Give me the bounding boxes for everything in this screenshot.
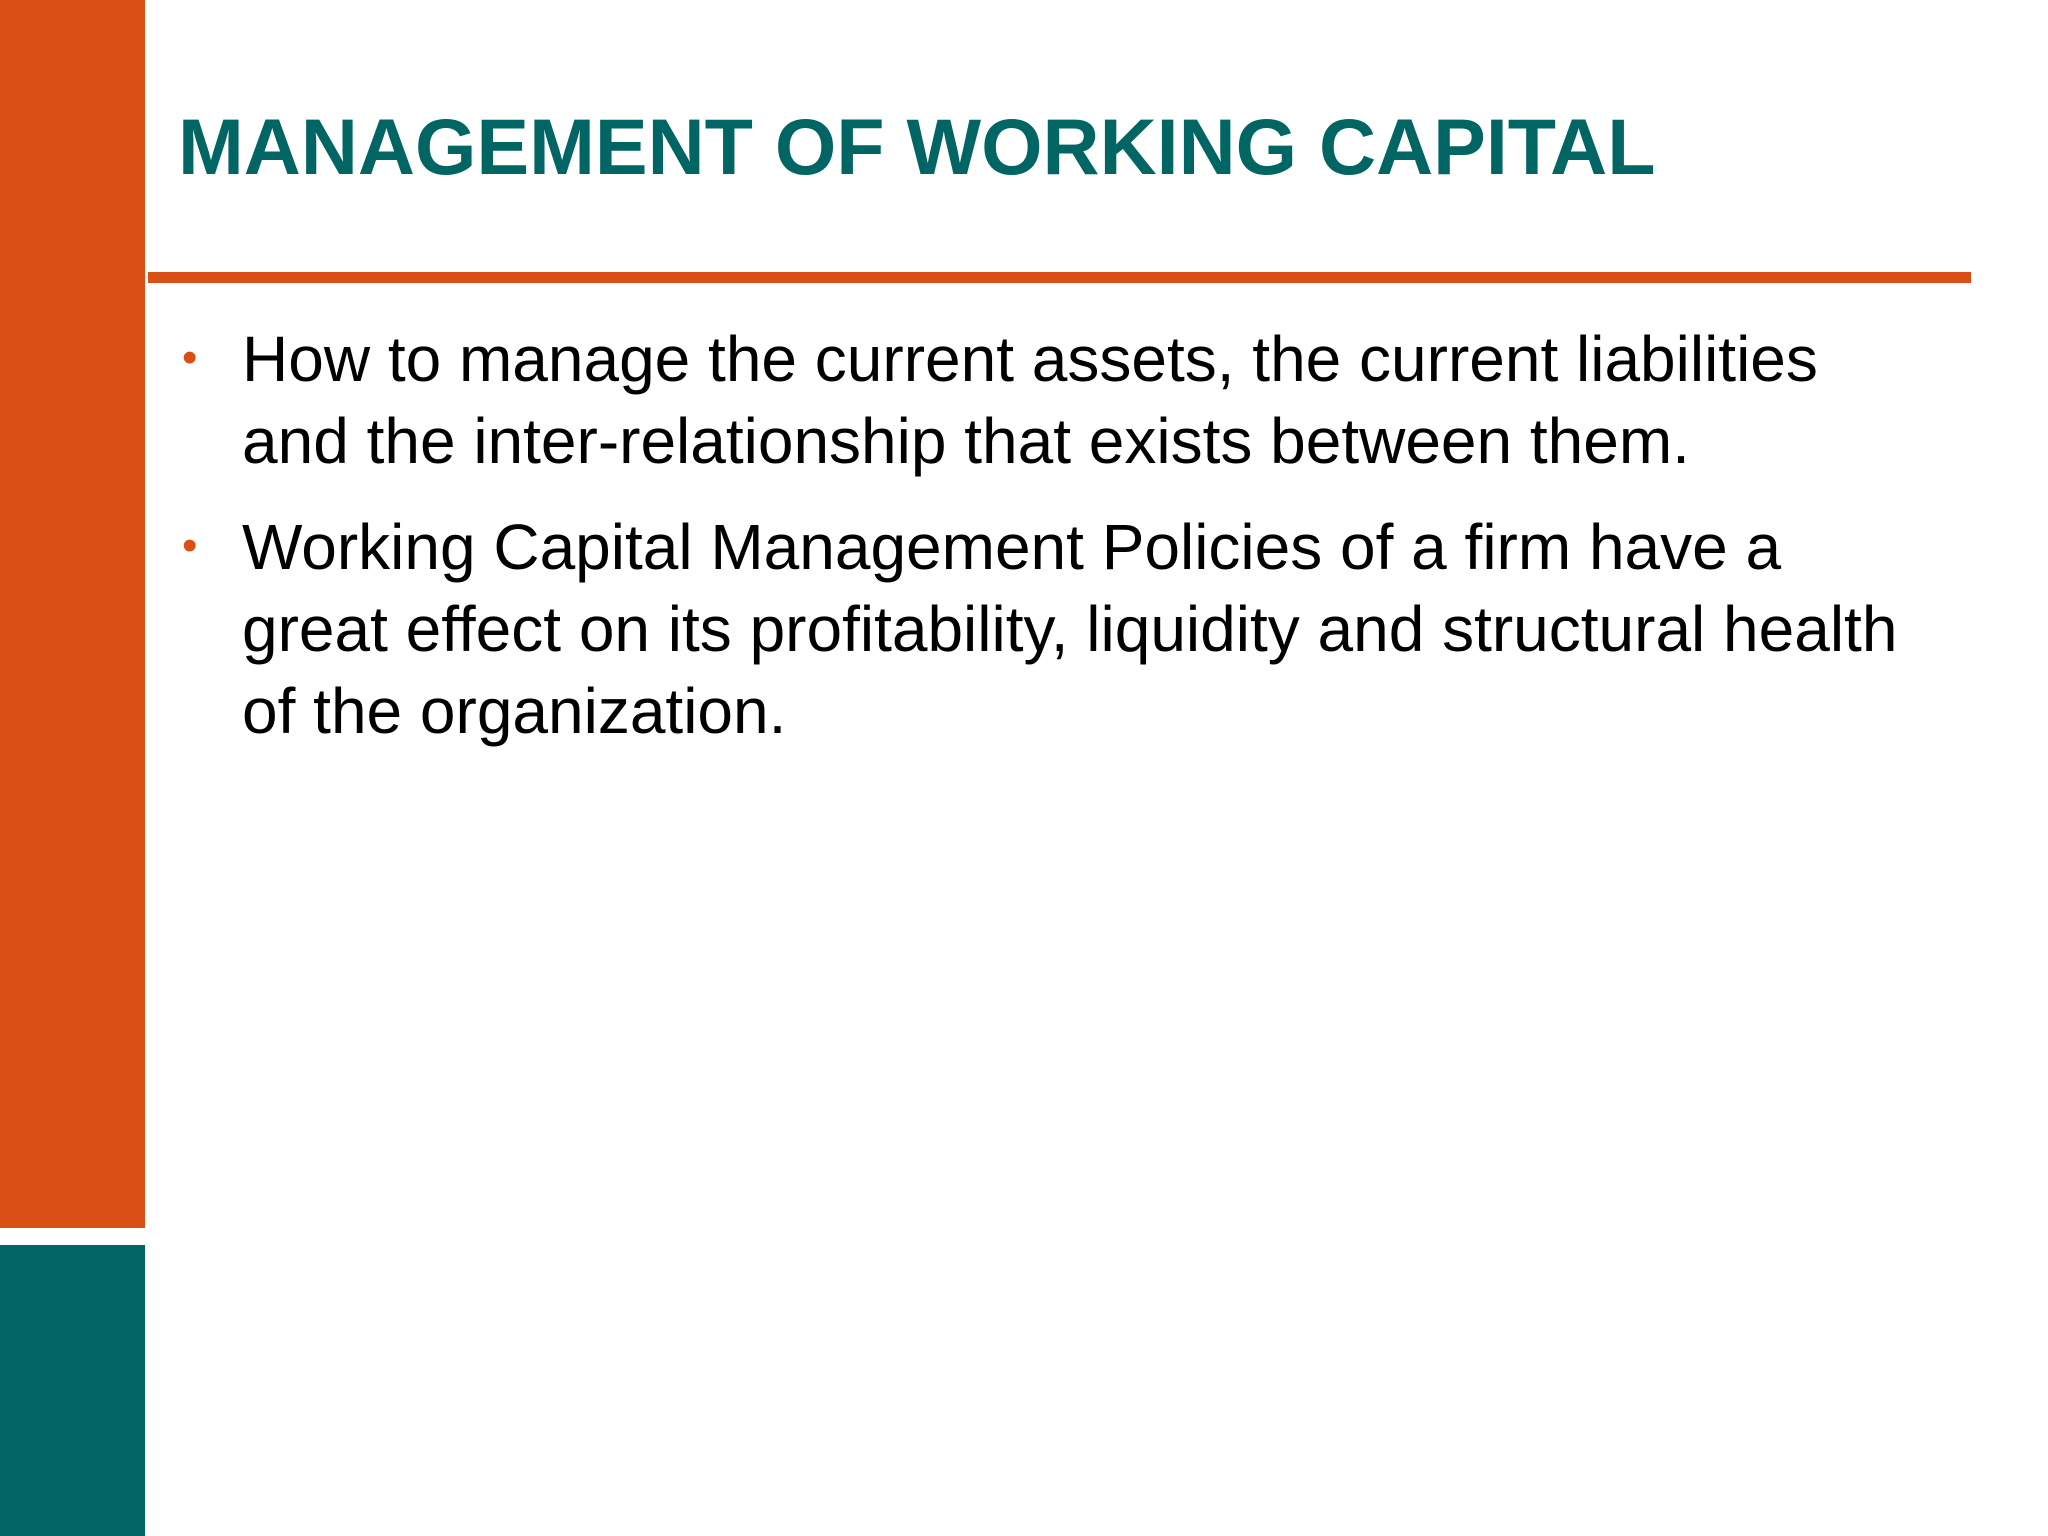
bullet-icon: • (182, 521, 198, 570)
side-bar-orange (0, 0, 145, 1228)
side-bar-teal (0, 1245, 145, 1536)
bullet-text: Working Capital Management Policies of a firm have a great effect on its profitability, liquidity and structural health of the organization. (242, 511, 1898, 747)
title-divider (148, 272, 1971, 283)
bullet-text: How to manage the current assets, the current liabilities and the inter-relationship that exists between them. (242, 323, 1818, 477)
slide-title: MANAGEMENT OF WORKING CAPITAL (178, 102, 1656, 191)
bullet-item (178, 318, 1938, 482)
bullet-item (178, 506, 1938, 752)
bullet-list (178, 318, 1938, 776)
bullet-icon: • (182, 333, 198, 382)
